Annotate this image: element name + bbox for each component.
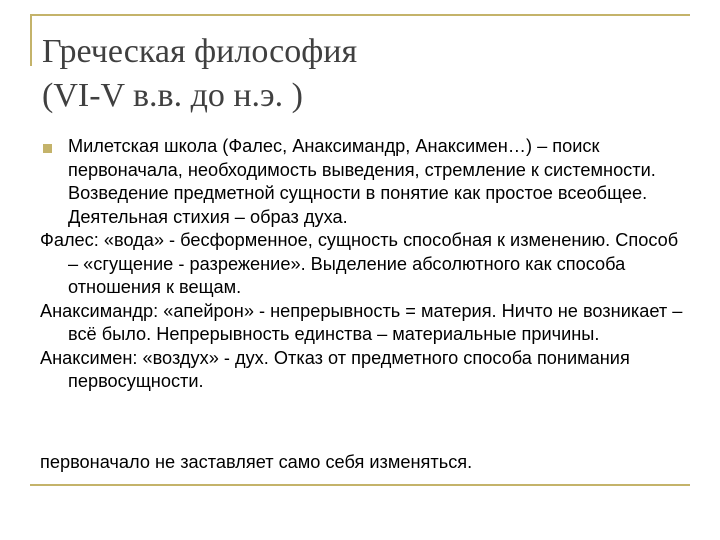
paragraph-milesian-school	[40, 135, 690, 229]
slide-title	[42, 30, 682, 118]
frame-bottom-line	[30, 484, 690, 486]
square-bullet-icon	[43, 144, 52, 153]
title-line-2: (VI-V в.в. до н.э. )	[42, 77, 303, 114]
closing-statement: первоначало не заставляет само себя изменяться.	[40, 452, 473, 472]
frame-top-line	[30, 14, 690, 16]
paragraph-anaximenes: Анаксимен: «воздух» - дух. Отказ от предметного способа понимания первосущности.	[40, 347, 630, 391]
title-line-1: Греческая философия	[42, 33, 358, 70]
frame-left-line	[30, 14, 32, 66]
paragraph-text: Милетская школа (Фалес, Анаксимандр, Анаксимен…) – поиск первоначала, необходимость выведения, стремление к системности. Возведение предметной сущности в понятие как простое всеобщее. Деятельная стихия – образ духа.	[68, 136, 656, 227]
paragraph-anaximander: Анаксимандр: «апейрон» - непрерывность = материя. Ничто не возникает – всё было. Непрерывность единства – материальные причины.	[40, 300, 683, 344]
slide-body	[40, 135, 690, 394]
paragraph-thales: Фалес: «вода» - бесформенное, сущность способная к изменению. Способ – «сгущение - разрежение». Выделение абсолютного как способа отношения к вещам.	[40, 230, 679, 297]
